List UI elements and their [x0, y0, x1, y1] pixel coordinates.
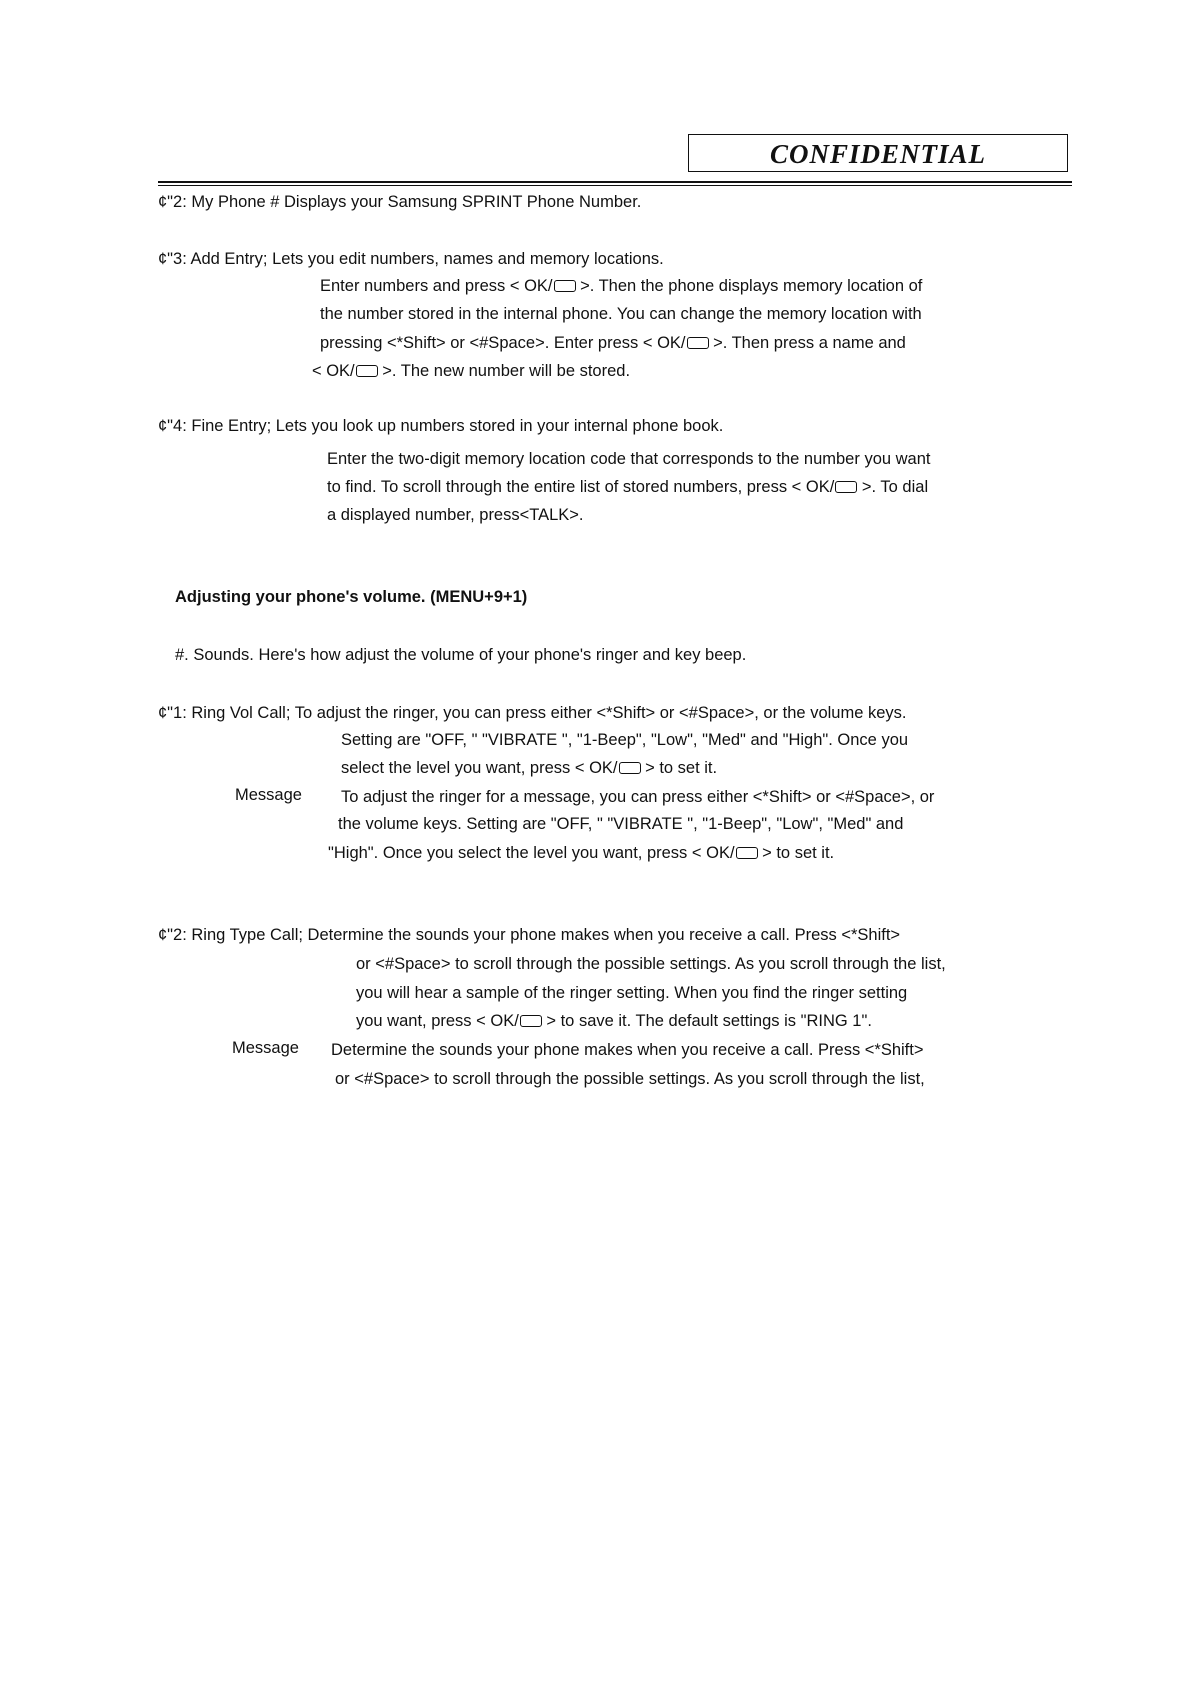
header-rule-top [158, 181, 1072, 183]
envelope-icon [835, 481, 857, 493]
confidential-label: CONFIDENTIAL [769, 139, 987, 169]
menu-item-fine-entry: ¢"4: Fine Entry; Lets you look up numbers stored in your internal phone book. [158, 417, 724, 435]
menu-item-ring-type: ¢"2: Ring Type Call; Determine the sounds your phone makes when you receive a call. Press <*Shift> [158, 926, 901, 944]
envelope-icon [736, 847, 758, 859]
fine-entry-line-2 [327, 478, 928, 497]
ring-type-message-label: Message [232, 1039, 299, 1057]
ring-vol-line-2: Setting are "OFF, " "VIBRATE ", "1-Beep", "Low", "Med" and "High". Once you [341, 731, 909, 749]
add-entry-line-4 [312, 362, 630, 381]
ring-type-message-line-1: Determine the sounds your phone makes when you receive a call. Press <*Shift> [331, 1041, 924, 1059]
menu-item-my-phone: ¢"2: My Phone # Displays your Samsung SPRINT Phone Number. [158, 193, 642, 211]
text-segment: > to set it. [640, 759, 718, 777]
ring-type-line-2: or <#Space> to scroll through the possible settings. As you scroll through the list, [356, 955, 946, 973]
text-segment: > to save it. The default settings is "RING 1". [541, 1012, 872, 1030]
fine-entry-line-1: Enter the two-digit memory location code that corresponds to the number you want [327, 450, 931, 468]
ring-type-line-4 [356, 1012, 872, 1031]
fine-entry-line-3: a displayed number, press<TALK>. [327, 506, 584, 524]
add-entry-line-2: the number stored in the internal phone. You can change the memory location with [320, 305, 922, 323]
envelope-icon [687, 337, 709, 349]
ring-type-line-3: you will hear a sample of the ringer setting. When you find the ringer setting [356, 984, 908, 1002]
text-segment: >. Then press a name and [708, 334, 906, 352]
text-segment: to find. To scroll through the entire list of stored numbers, press < OK/ [327, 478, 835, 496]
add-entry-line-3 [320, 334, 906, 353]
text-segment: "High". Once you select the level you want, press < OK/ [328, 844, 735, 862]
ring-vol-line-3 [341, 759, 717, 778]
envelope-icon [554, 280, 576, 292]
envelope-icon [356, 365, 378, 377]
text-segment: >. Then the phone displays memory location of [575, 277, 923, 295]
ring-vol-message-line-2: the volume keys. Setting are "OFF, " "VIBRATE ", "1-Beep", "Low", "Med" and [338, 815, 904, 833]
text-segment: select the level you want, press < OK/ [341, 759, 618, 777]
menu-item-ring-vol: ¢"1: Ring Vol Call; To adjust the ringer, you can press either <*Shift> or <#Space>, or the volume keys. [158, 704, 907, 722]
menu-item-add-entry: ¢"3: Add Entry; Lets you edit numbers, names and memory locations. [158, 250, 664, 268]
text-segment: you want, press < OK/ [356, 1012, 519, 1030]
text-segment: >. To dial [857, 478, 929, 496]
envelope-icon [520, 1015, 542, 1027]
envelope-icon [619, 762, 641, 774]
sounds-intro: #. Sounds. Here's how adjust the volume of your phone's ringer and key beep. [175, 646, 747, 664]
ring-vol-message-line-1: To adjust the ringer for a message, you can press either <*Shift> or <#Space>, or [341, 788, 935, 806]
header-rule-bottom [158, 185, 1072, 186]
ring-vol-message-label: Message [235, 786, 302, 804]
ring-vol-message-line-3 [328, 844, 834, 863]
text-segment: >. The new number will be stored. [377, 362, 631, 380]
text-segment: pressing <*Shift> or <#Space>. Enter press < OK/ [320, 334, 686, 352]
add-entry-line-1 [320, 277, 922, 296]
text-segment: > to set it. [757, 844, 835, 862]
section-heading-volume: Adjusting your phone's volume. (MENU+9+1) [175, 588, 528, 606]
text-segment: Enter numbers and press < OK/ [320, 277, 553, 295]
confidential-stamp [688, 134, 1068, 172]
text-segment: < OK/ [312, 362, 355, 380]
ring-type-message-line-2: or <#Space> to scroll through the possible settings. As you scroll through the list, [335, 1070, 925, 1088]
